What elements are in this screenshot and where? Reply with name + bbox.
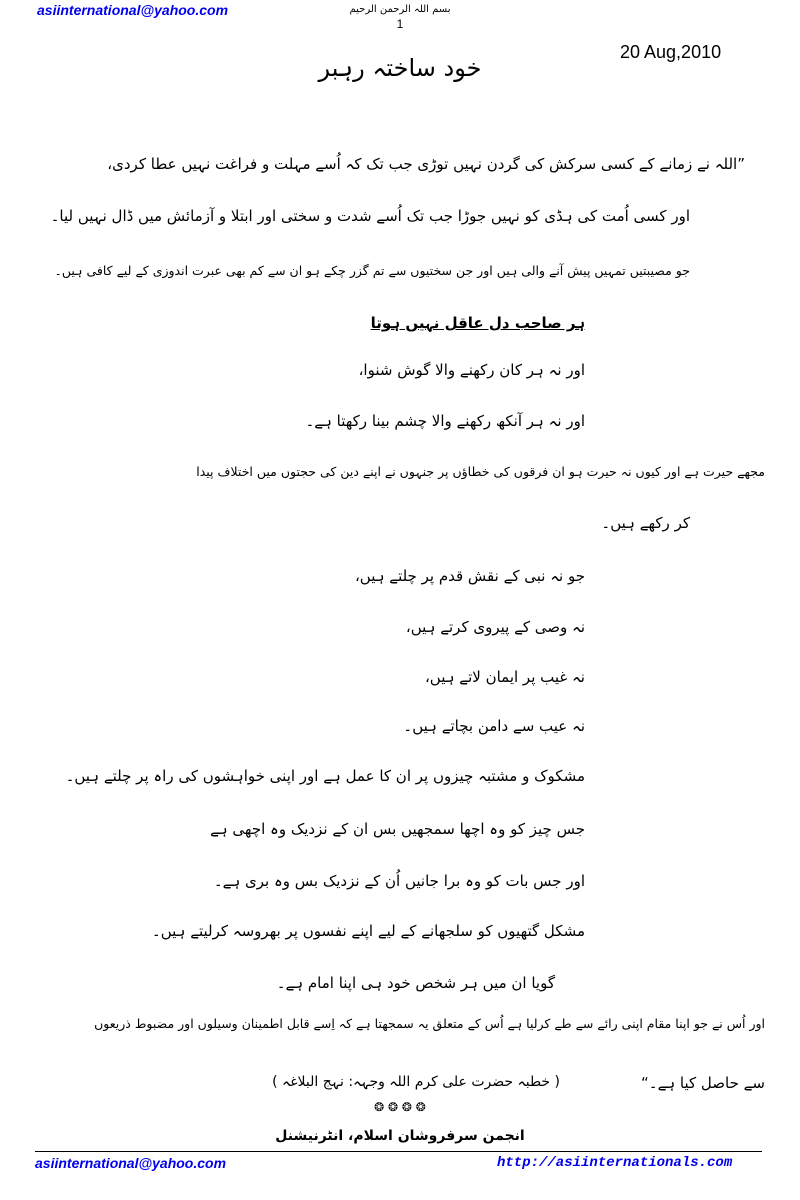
- page-number: 1: [396, 17, 404, 31]
- paragraph-line: مشکل گتھیوں کو سلجھانے کے لیے اپنے نفسوں پر بھروسہ کرلیتے ہیں۔: [151, 922, 585, 940]
- paragraph-line: کر رکھے ہیں۔: [601, 514, 690, 532]
- paragraph-line: اور کسی اُمت کی ہڈی کو نہیں جوڑا جب تک اُسے شدت و سختی اور ابتلا و آزمائش میں ڈال نہیں لیا۔: [50, 207, 690, 225]
- paragraph-line: مشکوک و مشتبہ چیزوں پر ان کا عمل ہے اور اپنی خواہشوں کی راہ پر چلتے ہیں۔: [65, 767, 585, 785]
- paragraph-line: اور نہ ہر آنکھ رکھنے والا چشم بینا رکھتا ہے۔: [305, 412, 585, 430]
- page-title: خود ساختہ رہبر: [318, 54, 482, 82]
- header-email[interactable]: asiinternational@yahoo.com: [37, 2, 229, 18]
- paragraph-line: نہ عیب سے دامن بچاتے ہیں۔: [403, 717, 585, 735]
- paragraph-line: گویا ان میں ہر شخص خود ہی اپنا امام ہے۔: [276, 974, 555, 992]
- paragraph-line: جو مصیبتیں تمہیں پیش آنے والی ہیں اور جن سختیوں سے تم گزر چکے ہو ان سے کم بھی عبرت اندوزی کے لیے کافی ہیں۔: [54, 263, 690, 278]
- paragraph-line: نہ غیب پر ایمان لاتے ہیں،: [424, 668, 585, 686]
- date: 20 Aug,2010: [620, 42, 722, 62]
- organization-name: انجمن سرفروشان اسلام، انٹرنیشنل: [275, 1128, 525, 1144]
- paragraph-line: اور جس بات کو وہ برا جانیں اُن کے نزدیک بس وہ بری ہے۔: [213, 872, 585, 890]
- footer-email[interactable]: asiinternational@yahoo.com: [35, 1155, 227, 1171]
- footer-website[interactable]: http://asiinternationals.com: [497, 1155, 733, 1171]
- paragraph-line: مجھے حیرت ہے اور کیوں نہ حیرت ہو ان فرقوں کی خطاؤں پر جنہوں نے اپنے دین کی حجتوں میں اختلاف پیدا: [196, 464, 765, 479]
- bismillah: بسم اللہ الرحمن الرحیم: [349, 4, 451, 15]
- citation: ( خطبہ حضرت علی کرم اللہ وجہہ: نہج البلاغہ ): [272, 1074, 560, 1090]
- footer-divider: [35, 1151, 762, 1152]
- paragraph-line: جس چیز کو وہ اچھا سمجھیں بس ان کے نزدیک وہ اچھی ہے: [210, 820, 585, 838]
- section-heading: ہر صاحب دل عاقل نہیں ہوتا: [370, 314, 585, 332]
- ornament-divider: ❂ ❂ ❂ ❂: [374, 1100, 426, 1114]
- paragraph-line: جو نہ نبی کے نقش قدم پر چلتے ہیں،: [354, 567, 585, 585]
- paragraph-line: سے حاصل کیا ہے۔“: [641, 1074, 765, 1092]
- paragraph-line: اور نہ ہر کان رکھنے والا گوش شنوا،: [358, 361, 585, 379]
- paragraph-line: نہ وصی کے پیروی کرتے ہیں،: [405, 618, 585, 636]
- paragraph-line: ”اللہ نے زمانے کے کسی سرکش کی گردن نہیں توڑی جب تک کہ اُسے مہلت و فراغت نہیں عطا کردی،: [107, 155, 745, 173]
- paragraph-line: اور اُس نے جو اپنا مقام اپنی رائے سے طے کرلیا ہے اُس کے متعلق یہ سمجھتا ہے کہ اِسے قابل اطمینان وسیلوں اور مضبوط ذریعوں: [94, 1016, 765, 1031]
